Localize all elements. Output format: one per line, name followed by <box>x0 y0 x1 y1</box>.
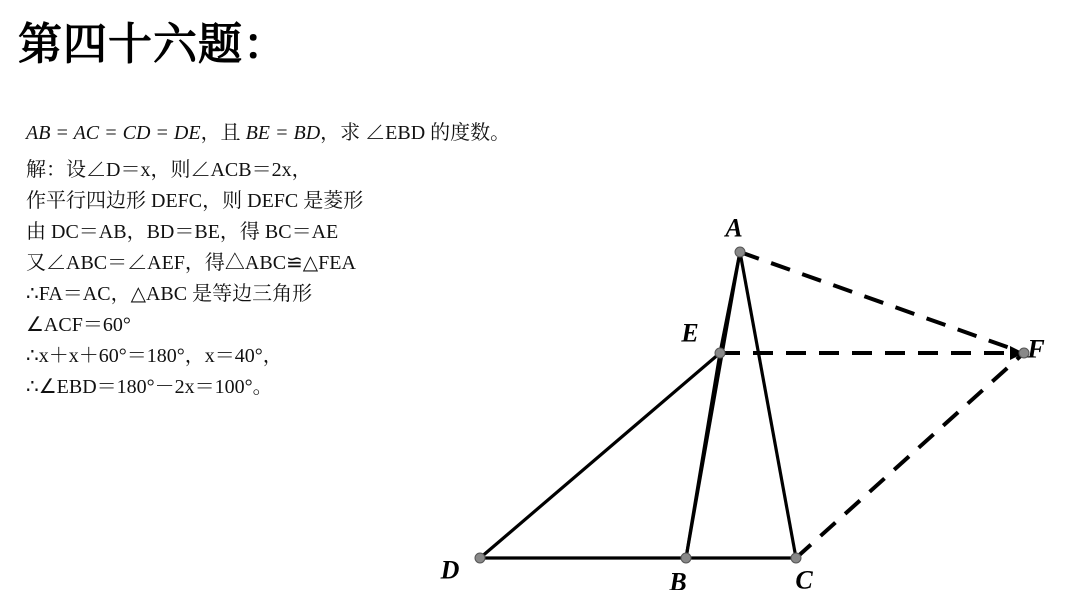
vertex-label-D: D <box>440 555 460 585</box>
vertex-dot-D <box>475 553 485 563</box>
segment-DE <box>480 353 720 558</box>
solution-line-7: ∴x＋x＋60°＝180°，x＝40°， <box>26 345 283 367</box>
page-title: 第四十六题： <box>18 20 288 69</box>
solution-line-6: ∠ACF＝60° <box>26 314 131 336</box>
geometry-figure <box>420 190 1070 590</box>
segment-AC <box>740 252 796 558</box>
vertex-label-C: C <box>795 565 813 590</box>
vertex-dot-C <box>791 553 801 563</box>
problem-ask: ，求 ∠EBD 的度数。 <box>320 122 511 144</box>
problem-condition: BE = BD <box>245 122 321 144</box>
solution-line-4: 又∠ABC＝∠AEF，得△ABC≌△FEA <box>26 252 356 274</box>
segment-AF <box>740 252 1024 353</box>
problem-statement <box>26 118 666 149</box>
solution-line-3: 由 DC＝AB，BD＝BE，得 BC＝AE <box>26 221 339 243</box>
vertex-label-B: B <box>669 567 687 590</box>
vertex-dot-E <box>715 348 725 358</box>
segment-CF <box>796 353 1024 558</box>
vertex-label-E: E <box>681 318 699 348</box>
geometry-svg <box>420 190 1070 590</box>
vertex-label-A: A <box>725 213 743 243</box>
problem-conj: ，且 <box>200 122 246 144</box>
solution-line-8: ∴∠EBD＝180°－2x＝100°。 <box>26 376 273 398</box>
solution-line-5: ∴FA＝AC，△ABC 是等边三角形 <box>26 283 313 305</box>
problem-given: AB = AC = CD = DE <box>26 122 201 144</box>
solution-line-2: 作平行四边形 DEFC，则 DEFC 是菱形 <box>26 190 364 212</box>
segment-AE-solid <box>720 252 740 353</box>
solution-line-1: 解：设∠D＝x，则∠ACB＝2x， <box>26 159 312 181</box>
vertex-dot-A <box>735 247 745 257</box>
vertex-dot-B <box>681 553 691 563</box>
vertex-label-F: F <box>1027 334 1045 364</box>
